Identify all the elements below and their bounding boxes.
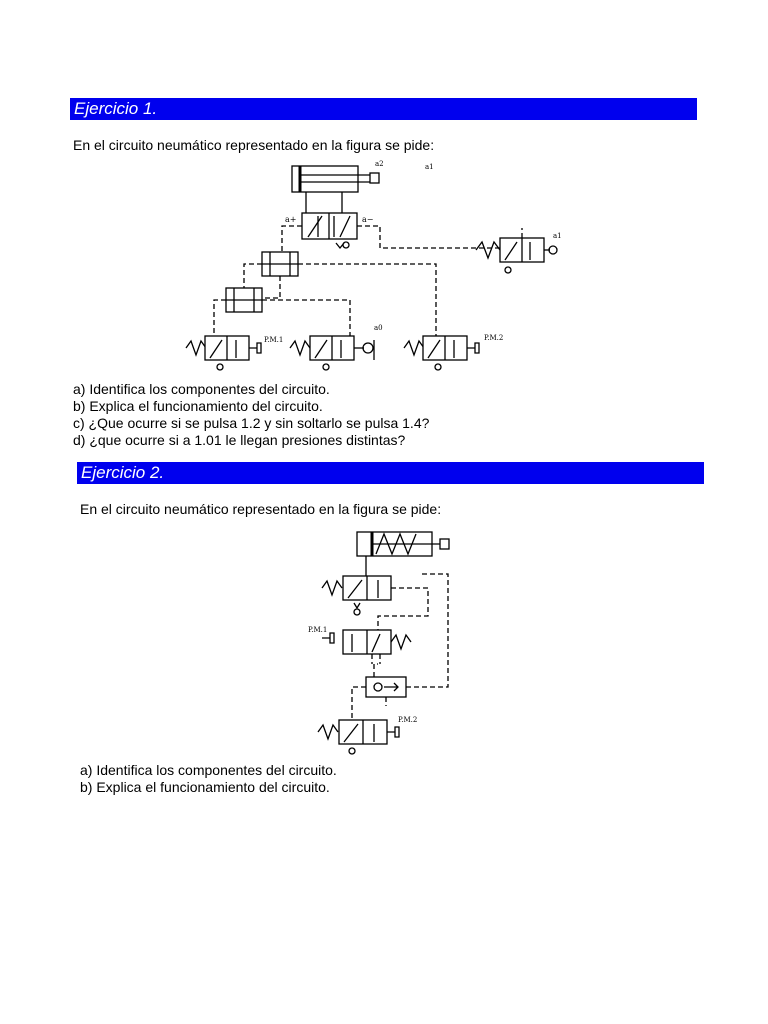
question-c: c) ¿Que ocurre si se pulsa 1.2 y sin soltarlo se pulsa 1.4? <box>73 415 430 431</box>
question-b: b) Explica el funcionamiento del circuito. <box>80 779 330 795</box>
label-pm2: P.M.2 <box>484 334 504 342</box>
label-a1-right: a1 <box>553 232 562 240</box>
push-button-valve-pm1 <box>322 630 411 654</box>
push-button-valve-pm2 <box>404 336 479 370</box>
label-a-minus: a− <box>362 215 374 224</box>
label-pm1: P.M.1 <box>264 336 284 344</box>
question-a: a) Identifica los componentes del circuito. <box>80 762 337 778</box>
question-a: a) Identifica los componentes del circuito. <box>73 381 330 397</box>
single-acting-cylinder <box>357 532 449 556</box>
logic-valve-upper <box>262 252 298 276</box>
exercise-1-questions <box>73 381 429 449</box>
label-pm1: P.M.1 <box>308 626 328 634</box>
logic-valve-lower <box>226 288 262 312</box>
roller-valve-a0 <box>290 336 374 370</box>
exercise-2-title: Ejercicio 2. <box>77 462 704 484</box>
label-a-plus: a+ <box>285 215 297 224</box>
main-directional-valve <box>302 213 357 248</box>
exercise-1-intro: En el circuito neumático representado en la figura se pide: <box>73 137 435 153</box>
exercise-2-intro: En el circuito neumático representado en la figura se pide: <box>80 501 442 517</box>
label-a1-top: a1 <box>425 163 434 171</box>
question-d: d) ¿que ocurre si a 1.01 le llegan presiones distintas? <box>73 432 406 448</box>
exercise-1-title: Ejercicio 1. <box>70 98 697 120</box>
shuttle-valve <box>366 677 406 697</box>
label-a0: a0 <box>374 324 383 332</box>
exercise-2-questions <box>80 762 337 796</box>
question-b: b) Explica el funcionamiento del circuito. <box>73 398 323 414</box>
double-acting-cylinder <box>292 166 379 192</box>
label-a2: a2 <box>375 160 384 168</box>
roller-valve-a1 <box>476 238 557 273</box>
push-button-valve-pm1 <box>186 336 261 370</box>
main-valve-3-2 <box>322 576 391 615</box>
label-pm2: P.M.2 <box>398 716 418 724</box>
push-button-valve-pm2 <box>318 720 399 754</box>
